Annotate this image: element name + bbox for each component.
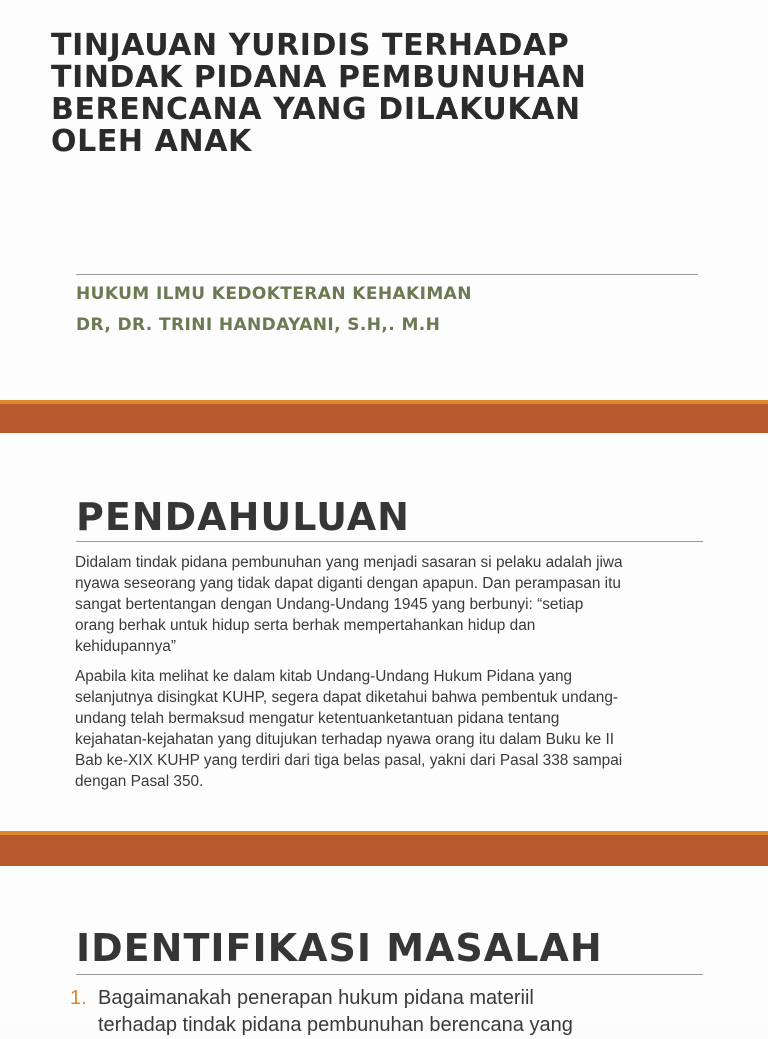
list-item-line: Bagaimanakah penerapan hukum pidana materiil <box>98 987 534 1009</box>
numbered-list <box>70 985 573 1039</box>
paragraph-line: nyawa seseorang yang tidak dapat diganti dengan apapun. Dan perampasan itu <box>75 575 621 592</box>
paragraph <box>75 666 705 792</box>
paragraph-line: undang telah bermaksud mengatur ketentuanketantuan pidana tentang <box>75 710 560 727</box>
slide-separator <box>0 831 768 866</box>
paragraph-line: sangat bertentangan dengan Undang-Undang 1945 yang berbunyi: “setiap <box>75 596 584 613</box>
title-divider <box>76 274 698 275</box>
slide-heading: PENDAHULUAN <box>76 495 410 539</box>
paragraph-line: kehidupannya” <box>75 638 176 655</box>
presentation-title <box>51 30 671 158</box>
list-item <box>70 985 573 1039</box>
heading-divider <box>76 541 703 542</box>
title-slide <box>0 0 768 400</box>
course-subtitle: HUKUM ILMU KEDOKTERAN KEHAKIMAN <box>76 284 472 304</box>
paragraph-line: Didalam tindak pidana pembunuhan yang menjadi sasaran si pelaku adalah jiwa <box>75 554 623 571</box>
slide-separator <box>0 400 768 433</box>
paragraph-line: dengan Pasal 350. <box>75 773 204 790</box>
list-item-text <box>98 985 573 1039</box>
title-line: TINDAK PIDANA PEMBUNUHAN <box>51 60 587 95</box>
title-line: OLEH ANAK <box>51 124 252 159</box>
paragraph-line: selanjutnya disingkat KUHP, segera dapat diketahui bahwa pembentuk undang- <box>75 689 619 706</box>
author-subtitle: DR, DR. TRINI HANDAYANI, S.H,. M.H <box>76 315 441 335</box>
list-number: 1. <box>70 987 87 1009</box>
paragraph <box>75 552 705 657</box>
title-line: BERENCANA YANG DILAKUKAN <box>51 92 581 127</box>
paragraph-line: kejahatan-kejahatan yang ditujukan terhadap nyawa orang itu dalam Buku ke II <box>75 731 615 748</box>
slide-heading: IDENTIFIKASI MASALAH <box>76 926 603 970</box>
separator-accent-line <box>0 831 768 835</box>
paragraph-line: Apabila kita melihat ke dalam kitab Undang-Undang Hukum Pidana yang <box>75 668 573 685</box>
introduction-slide <box>0 433 768 831</box>
list-item-line: terhadap tindak pidana pembunuhan berencana yang <box>98 1014 573 1036</box>
paragraph-line: Bab ke-XIX KUHP yang terdiri dari tiga belas pasal, yakni dari Pasal 338 sampai <box>75 752 623 769</box>
separator-accent-line <box>0 400 768 404</box>
problem-identification-slide <box>0 866 768 1036</box>
paragraph-line: orang berhak untuk hidup serta berhak mempertahankan hidup dan <box>75 617 536 634</box>
heading-divider <box>76 974 703 975</box>
title-line: TINJAUAN YURIDIS TERHADAP <box>51 28 570 63</box>
